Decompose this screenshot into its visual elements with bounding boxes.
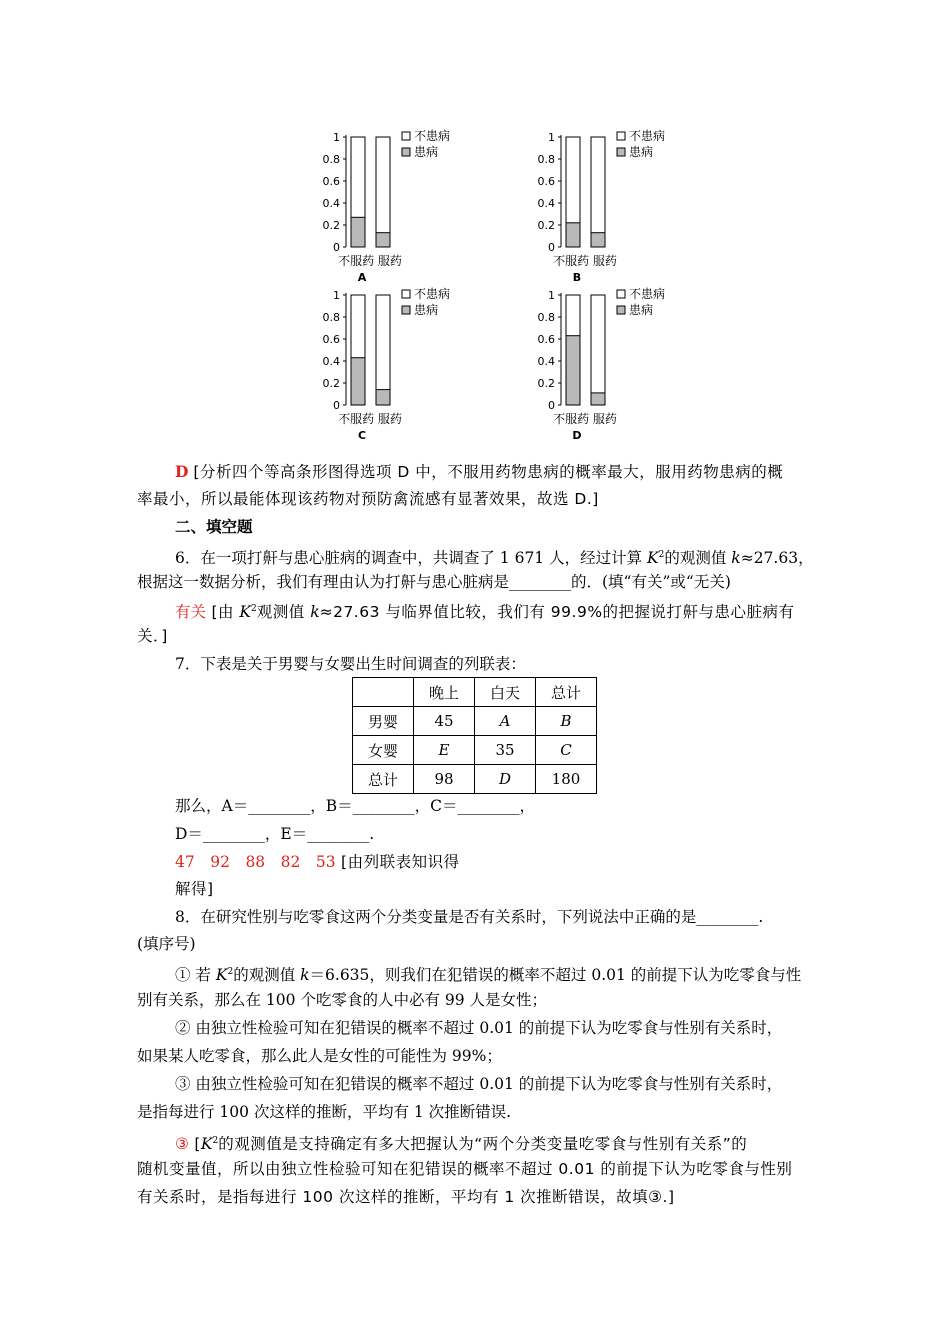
q8-explain-line3: 有关系时，是指每进行 100 次这样的推断，平均有 1 次推断错误，故填③.]: [137, 1188, 675, 1206]
q6-exp-sup: 2: [251, 604, 257, 614]
q8-answer: ③: [175, 1135, 189, 1154]
contingency-table: [352, 677, 597, 794]
q5-explain-text1: [分析四个等高条形图得选项 D 中，不服用药物患病的概率最大，服用药物患病的概: [193, 463, 784, 481]
panel-label: A: [357, 271, 367, 284]
y-tick-label: 1: [548, 289, 555, 302]
bar-charts-area: [0, 0, 950, 450]
bar-not-ill: [591, 295, 605, 405]
q6-sup: 2: [658, 550, 665, 560]
q6-exp-b: 观测值: [256, 603, 311, 622]
q7-explain-1: [由列联表知识得: [335, 853, 460, 871]
legend-label-ill: 患病: [629, 303, 654, 317]
y-tick-label: 0.8: [322, 311, 340, 324]
q8-opt1-c: ＝6.635，则我们在犯错误的概率不超过 0.01 的前提下认为吃零食与性: [309, 966, 802, 985]
legend-label-not-ill: 不患病: [629, 287, 666, 301]
bar-ill: [351, 358, 365, 405]
table-cell: D: [475, 765, 536, 794]
x-axis-labels: 不服药 服药: [338, 254, 402, 268]
y-tick-label: 0: [333, 241, 340, 254]
q7-blanks-line1: 那么，A＝________，B＝________，C＝________，: [175, 797, 535, 815]
q5-explain-line2: 率最小，所以最能体现该药物对预防禽流感有显著效果，故选 D.]: [137, 490, 599, 508]
y-tick-label: 0.6: [322, 175, 340, 188]
q8-exp-K: K: [200, 1135, 213, 1154]
bar-ill: [591, 393, 605, 405]
bar-ill: [566, 336, 580, 405]
y-tick-label: 0.8: [537, 311, 555, 324]
q6-explain-line1: [175, 599, 827, 622]
table-cell: 总计: [536, 678, 597, 707]
x-axis-labels: 不服药 服药: [553, 254, 617, 268]
q5-explain-line1: [175, 462, 827, 482]
q6-exp-K: K: [239, 603, 252, 622]
q7-explain-line2: 解得]: [175, 880, 214, 898]
y-tick-label: 0.6: [322, 333, 340, 346]
panel-label: B: [572, 271, 582, 284]
legend-swatch-not-ill: [617, 132, 625, 140]
y-tick-label: 0.2: [322, 377, 340, 390]
bar-ill: [566, 223, 580, 247]
q8-exp-a: [: [188, 1135, 201, 1154]
q6-answer: 有关: [175, 603, 207, 622]
q6-exp-a: [由: [206, 603, 240, 622]
q8-k: k: [300, 966, 310, 985]
table-cell: 98: [414, 765, 475, 794]
y-tick-label: 0.4: [537, 355, 555, 368]
table-cell: 总计: [353, 765, 414, 794]
q8-explain-line2: 随机变量值，所以由独立性检验可知在犯错误的概率不超过 0.01 的前提下认为吃零食与性别: [137, 1160, 793, 1178]
q6-line2: 根据这一数据分析，我们有理由认为打鼾与患心脏病是________的．(填“有关”或“无关): [137, 573, 731, 591]
table-cell: 女婴: [353, 736, 414, 765]
q6-text-c: ≈27.63，: [740, 549, 814, 568]
y-tick-label: 0.8: [322, 153, 340, 166]
table-row: [353, 736, 597, 765]
q8-opt3-line2: 是指每进行 100 次这样的推断，平均有 1 次推断错误.: [137, 1103, 512, 1121]
q8-opt1-b: 的观测值: [233, 966, 301, 985]
q7-answer-line: [175, 852, 827, 872]
legend-swatch-not-ill: [617, 290, 625, 298]
table-cell: 晚上: [414, 678, 475, 707]
x-axis-labels: 不服药 服药: [553, 412, 617, 426]
table-cell: 35: [475, 736, 536, 765]
table-cell: E: [414, 736, 475, 765]
q6-text-b: 的观测值: [664, 549, 732, 568]
legend-swatch-ill: [402, 306, 410, 314]
legend-label-not-ill: 不患病: [414, 287, 451, 301]
panel-label: C: [357, 429, 367, 442]
y-tick-label: 0.4: [537, 197, 555, 210]
q7-blanks-line2: D＝________，E＝________.: [175, 825, 375, 843]
legend-swatch-ill: [617, 306, 625, 314]
y-tick-label: 1: [548, 131, 555, 144]
table-cell: 45: [414, 707, 475, 736]
y-tick-label: 0: [548, 399, 555, 412]
q8-K: K: [215, 966, 228, 985]
legend-label-ill: 患病: [414, 145, 439, 159]
q8-opt2-line1: ② 由独立性检验可知在犯错误的概率不超过 0.01 的前提下认为吃零食与性别有关系时，: [175, 1019, 783, 1037]
table-row: [353, 707, 597, 736]
legend-label-ill: 患病: [629, 145, 654, 159]
q8-opt1-a: ① 若: [175, 966, 216, 985]
bar-not-ill: [376, 137, 390, 247]
q7-intro: 7．下表是关于男婴与女婴出生时间调查的列联表：: [175, 655, 526, 673]
y-tick-label: 0.2: [322, 219, 340, 232]
q6-K: K: [647, 549, 659, 568]
q7-answers: 47 92 88 82 53: [175, 853, 336, 871]
x-axis-labels: 不服药 服药: [338, 412, 402, 426]
q8-exp-sup: 2: [212, 1136, 219, 1146]
q8-opt3-line1: ③ 由独立性检验可知在犯错误的概率不超过 0.01 的前提下认为吃零食与性别有关系时，: [175, 1075, 783, 1093]
bar-ill: [591, 233, 605, 247]
y-tick-label: 0.4: [322, 355, 340, 368]
table-cell: 男婴: [353, 707, 414, 736]
bar-ill: [351, 217, 365, 247]
y-tick-label: 0: [548, 241, 555, 254]
legend-swatch-not-ill: [402, 132, 410, 140]
legend-label-ill: 患病: [414, 303, 439, 317]
bar-ill: [376, 233, 390, 247]
table-cell: A: [475, 707, 536, 736]
q8-sup: 2: [227, 967, 234, 977]
table-cell: [353, 678, 414, 707]
y-tick-label: 0.4: [322, 197, 340, 210]
y-tick-label: 0.6: [537, 333, 555, 346]
q6-k: k: [731, 549, 741, 568]
legend-swatch-ill: [402, 148, 410, 156]
q8-opt1-line2: 别有关系，那么在 100 个吃零食的人中必有 99 人是女性；: [137, 991, 548, 1009]
legend-swatch-not-ill: [402, 290, 410, 298]
q8-explain-line1: [175, 1131, 827, 1154]
bar-ill: [376, 390, 390, 405]
y-tick-label: 0.8: [537, 153, 555, 166]
table-cell: B: [536, 707, 597, 736]
q8-stem-line1: 8．在研究性别与吃零食这两个分类变量是否有关系时，下列说法中正确的是________.: [175, 908, 764, 926]
q8-exp-b: 的观测值是支持确定有多大把握认为“两个分类变量吃零食与性别有关系”的: [218, 1135, 748, 1154]
y-tick-label: 0.2: [537, 377, 555, 390]
legend-label-not-ill: 不患病: [629, 129, 666, 143]
y-tick-label: 0.6: [537, 175, 555, 188]
table-cell: 白天: [475, 678, 536, 707]
table-cell: C: [536, 736, 597, 765]
section-heading: 二、填空题: [175, 517, 253, 536]
q8-opt2-line2: 如果某人吃零食，那么此人是女性的可能性为 99%；: [137, 1047, 502, 1065]
table-header-row: [353, 678, 597, 707]
legend-swatch-ill: [617, 148, 625, 156]
y-tick-label: 0.2: [537, 219, 555, 232]
legend-label-not-ill: 不患病: [414, 129, 451, 143]
panel-label: D: [572, 429, 582, 442]
q6-line1: [175, 545, 827, 568]
q5-answer: D: [175, 462, 189, 481]
stacked-bar-charts: [0, 0, 950, 450]
q6-text-a: 6．在一项打鼾与患心脏病的调查中，共调查了 1 671 人，经过计算: [175, 549, 648, 568]
q6-explain-line2: 关．]: [137, 627, 168, 645]
q8-stem-line2: (填序号): [137, 935, 196, 953]
q8-opt1-line1: [175, 962, 827, 985]
bar-not-ill: [376, 295, 390, 405]
bar-not-ill: [591, 137, 605, 247]
y-tick-label: 1: [333, 131, 340, 144]
table-cell: 180: [536, 765, 597, 794]
table-row: [353, 765, 597, 794]
y-tick-label: 0: [333, 399, 340, 412]
q6-exp-k: k: [310, 603, 320, 622]
y-tick-label: 1: [333, 289, 340, 302]
q6-exp-c: ≈27.63 与临界值比较，我们有 99.9%的把握说打鼾与患心脏病有: [319, 603, 795, 622]
